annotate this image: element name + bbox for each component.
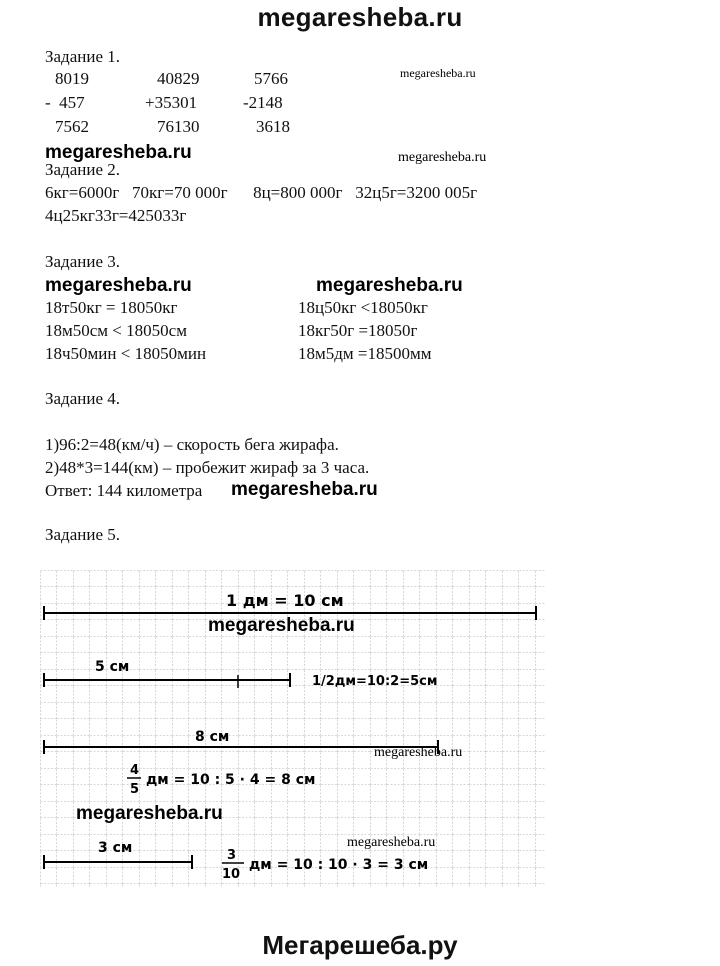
task1-r3c2: 76130 xyxy=(157,117,200,136)
task3-left-3: 18ч50мин < 18050мин xyxy=(45,344,207,363)
task1-title: Задание 1. xyxy=(45,47,120,66)
task4-answer: Ответ: 144 километра xyxy=(45,481,203,500)
label-8cm: 8 см xyxy=(195,729,230,745)
calc-3-10-dm: дм = 10 : 10 · 3 = 3 см xyxy=(249,857,429,873)
label-5cm: 5 см xyxy=(95,659,130,675)
task2-title: Задание 2. xyxy=(45,160,120,179)
watermark: megaresheba.ru xyxy=(208,615,355,636)
task2-line1: 6кг=6000г 70кг=70 000г 8ц=800 000г 32ц5г=3200 005г xyxy=(45,183,478,202)
watermark: megaresheba.ru xyxy=(45,275,192,296)
label-3cm: 3 см xyxy=(98,840,133,856)
watermark: megaresheba.ru xyxy=(76,803,223,824)
task5-title: Задание 5. xyxy=(45,525,120,544)
task3-right-1: 18ц50кг <18050кг xyxy=(298,298,428,317)
frac-4-5-denominator: 5 xyxy=(130,782,140,797)
frac-3-10-denominator: 10 xyxy=(222,867,241,882)
watermark: megaresheba.ru xyxy=(398,150,487,165)
watermark: megaresheba.ru xyxy=(347,835,436,850)
task1-r2c2: +35301 xyxy=(145,93,198,112)
task3-title: Задание 3. xyxy=(45,252,120,271)
watermark: megaresheba.ru xyxy=(231,479,378,500)
label-1dm: 1 дм = 10 см xyxy=(226,591,344,610)
task3-right-2: 18кг50г =18050г xyxy=(298,321,418,340)
task1-r3c3: 3618 xyxy=(256,117,290,136)
watermark: megaresheba.ru xyxy=(400,66,476,80)
task4-title: Задание 4. xyxy=(45,389,120,408)
task4-line1: 1)96:2=48(км/ч) – скорость бега жирафа. xyxy=(45,435,339,454)
task4-line2: 2)48*3=144(км) – пробежит жираф за 3 часа. xyxy=(45,458,370,477)
task1-r2c3: -2148 xyxy=(243,93,283,112)
task1-r1c2: 40829 xyxy=(157,69,200,88)
site-header-title: megaresheba.ru xyxy=(257,2,463,32)
calc-half-dm: 1/2дм=10:2=5см xyxy=(312,674,438,689)
task1-r1c1: 8019 xyxy=(55,69,89,88)
task1-r1c3: 5766 xyxy=(254,69,288,88)
task1-r2c1: - 457 xyxy=(45,93,85,112)
task3-left-2: 18м50см < 18050см xyxy=(45,321,187,340)
task3-right-3: 18м5дм =18500мм xyxy=(298,344,432,363)
calc-4-5-dm: дм = 10 : 5 · 4 = 8 см xyxy=(146,772,316,788)
watermark: megaresheba.ru xyxy=(374,745,463,760)
watermark: megaresheba.ru xyxy=(45,142,192,163)
frac-4-5-numerator: 4 xyxy=(130,763,140,778)
frac-3-10-numerator: 3 xyxy=(227,848,237,863)
task3-left-1: 18т50кг = 18050кг xyxy=(45,298,178,317)
watermark: megaresheba.ru xyxy=(316,275,463,296)
task2-line2: 4ц25кг33г=425033г xyxy=(45,206,187,225)
task1-r3c1: 7562 xyxy=(55,117,89,136)
site-footer-title: Мегарешеба.ру xyxy=(262,930,458,960)
